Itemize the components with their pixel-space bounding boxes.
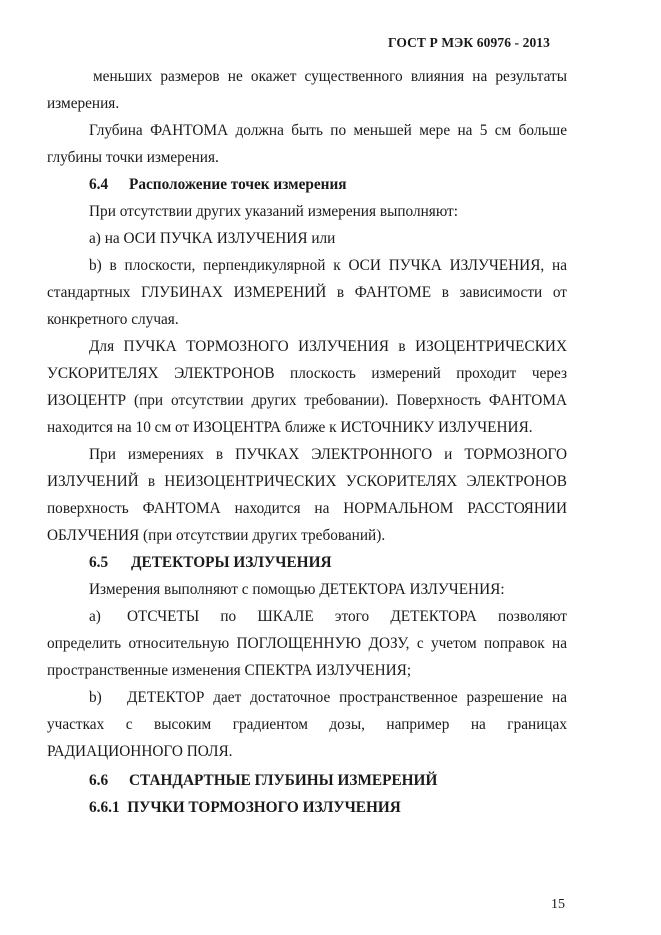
section-number: 6.6.1 — [89, 799, 120, 816]
section-heading-6-6-1 — [47, 794, 567, 821]
section-number: 6.6 — [89, 772, 109, 789]
section-title: ПУЧКИ ТОРМОЗНОГО ИЗЛУЧЕНИЯ — [127, 799, 401, 816]
document-body — [47, 63, 567, 821]
item-marker: а) — [89, 608, 101, 625]
detector-item-b — [47, 684, 567, 711]
section-number: 6.5 — [89, 554, 109, 571]
list-item-a: а) на ОСИ ПУЧКА ИЗЛУЧЕНИЯ или — [89, 230, 336, 247]
item-text-first-line: ДЕТЕКТОР дает достаточное пространственное разрешение на — [127, 689, 567, 706]
section-heading-6-4 — [47, 171, 567, 198]
page-number: 15 — [551, 897, 565, 912]
item-text-continuation: определить относительную ПОГЛОЩЕННУЮ ДОЗУ, с учетом поправок на пространственные изменения СПЕКТРА ИЗЛУЧЕНИЯ; — [47, 635, 567, 679]
detector-item-a — [47, 603, 567, 630]
paragraph-detector-intro: Измерения выполняют с помощью ДЕТЕКТОРА ИЗЛУЧЕНИЯ: — [89, 581, 505, 598]
section-title: ДЕТЕКТОРЫ ИЗЛУЧЕНИЯ — [131, 554, 332, 571]
paragraph-isocentric: Для ПУЧКА ТОРМОЗНОГО ИЗЛУЧЕНИЯ в ИЗОЦЕНТРИЧЕСКИХ УСКОРИТЕЛЯХ ЭЛЕКТРОНОВ плоскость измерений проходит через ИЗОЦЕНТР (при отсутствии других требовании). Поверхность ФАНТОМА находится на 10 см от ИЗОЦЕНТРА ближе к ИСТОЧНИКУ ИЗЛУЧЕНИЯ. — [47, 338, 567, 436]
paragraph-non-isocentric: При измерениях в ПУЧКАХ ЭЛЕКТРОННОГО и ТОРМОЗНОГО ИЗЛУЧЕНИЙ в НЕИЗОЦЕНТРИЧЕСКИХ УСКОРИТЕЛЯХ ЭЛЕКТРОНОВ поверхность ФАНТОМА находится на НОРМАЛЬНОМ РАССТОЯНИИ ОБЛУЧЕНИЯ (при отсутствии других требований). — [47, 446, 567, 544]
list-item-b: b) в плоскости, перпендикулярной к ОСИ ПУЧКА ИЗЛУЧЕНИЯ, на стандартных ГЛУБИНАХ ИЗМЕРЕНИЙ в ФАНТОМЕ в зависимости от конкретного случая. — [47, 257, 567, 328]
document-header: ГОСТ Р МЭК 60976 - 2013 — [387, 35, 550, 50]
item-text-first-line: ОТСЧЕТЫ по ШКАЛЕ этого ДЕТЕКТОРА позволяют — [127, 608, 567, 625]
section-title: Расположение точек измерения — [129, 176, 347, 193]
paragraph-phantom-depth: Глубина ФАНТОМА должна быть по меньшей мере на 5 см больше глубины точки измерения. — [47, 122, 567, 166]
paragraph-intro: При отсутствии других указаний измерения выполняют: — [89, 203, 458, 220]
paragraph-continuation: меньших размеров не окажет существенного влияния на результаты измерения. — [47, 68, 567, 112]
item-text-continuation: участках с высоким градиентом дозы, например на границах РАДИАЦИОННОГО ПОЛЯ. — [47, 716, 567, 760]
item-marker: b) — [89, 689, 102, 706]
section-heading-6-5 — [47, 549, 567, 576]
section-title: СТАНДАРТНЫЕ ГЛУБИНЫ ИЗМЕРЕНИЙ — [129, 772, 438, 789]
section-number: 6.4 — [89, 176, 109, 193]
section-heading-6-6 — [47, 767, 567, 794]
